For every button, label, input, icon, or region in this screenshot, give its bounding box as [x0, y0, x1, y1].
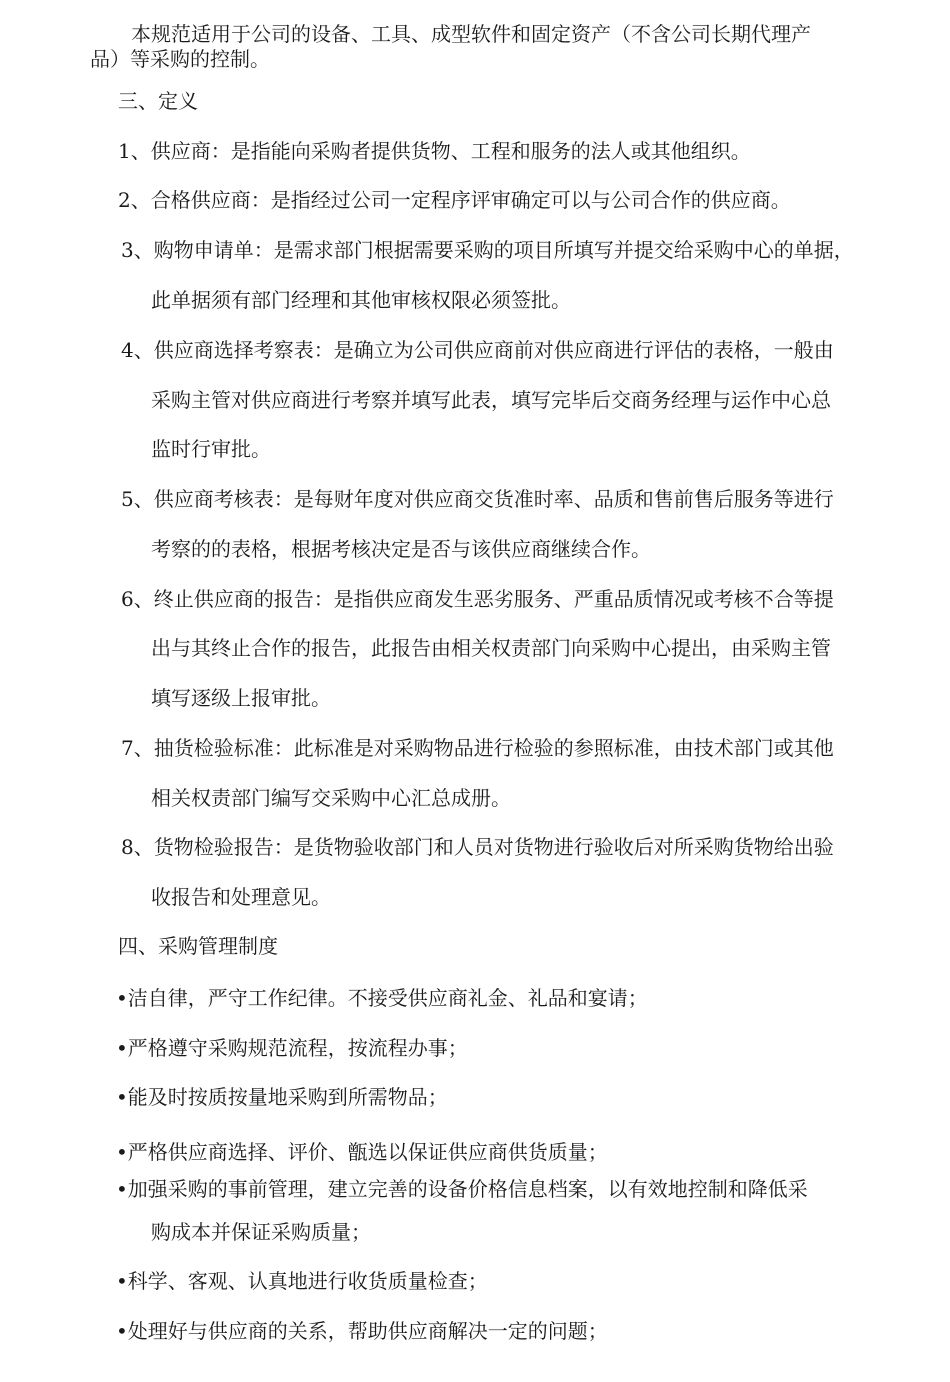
definition-5-line-2: 考察的的表格，根据考核决定是否与该供应商继续合作。 — [151, 537, 651, 561]
definition-5-line-1: 5、供应商考核表：是每财年度对供应商交货准时率、品质和售前售后服务等进行 — [121, 487, 834, 511]
scope-line-2: 品）等采购的控制。 — [90, 47, 270, 71]
section-3-heading: 三、定义 — [118, 89, 198, 113]
rule-bullet-4: •严格供应商选择、评价、甑选以保证供应商供货质量； — [116, 1140, 608, 1164]
rule-bullet-5-line-2: 购成本并保证采购质量； — [151, 1220, 371, 1244]
definition-6-line-1: 6、终止供应商的报告：是指供应商发生恶劣服务、严重品质情况或考核不合等提 — [121, 587, 834, 611]
definition-7-line-1: 7、抽货检验标准：此标准是对采购物品进行检验的参照标准，由技术部门或其他 — [121, 736, 834, 760]
rule-bullet-2: •严格遵守采购规范流程，按流程办事； — [116, 1036, 468, 1060]
definition-6-line-2: 出与其终止合作的报告，此报告由相关权责部门向采购中心提出，由采购主管 — [151, 636, 831, 660]
rule-bullet-3: •能及时按质按量地采购到所需物品； — [116, 1085, 448, 1109]
rule-bullet-7: •处理好与供应商的关系，帮助供应商解决一定的问题； — [116, 1319, 608, 1343]
definition-4-line-2: 采购主管对供应商进行考察并填写此表，填写完毕后交商务经理与运作中心总 — [151, 388, 831, 412]
definition-3-line-2: 此单据须有部门经理和其他审核权限必须签批。 — [151, 288, 571, 312]
definition-1-line-1: 1、供应商：是指能向采购者提供货物、工程和服务的法人或其他组织。 — [118, 139, 751, 163]
definition-7-line-2: 相关权责部门编写交采购中心汇总成册。 — [151, 786, 511, 810]
rule-bullet-5-line-1: •加强采购的事前管理，建立完善的设备价格信息档案，以有效地控制和降低采 — [116, 1177, 808, 1201]
definition-3-line-1: 3、购物申请单：是需求部门根据需要采购的项目所填写并提交给采购中心的单据， — [121, 238, 854, 262]
definition-4-line-3: 监时行审批。 — [151, 437, 271, 461]
definition-8-line-1: 8、货物检验报告：是货物验收部门和人员对货物进行验收后对所采购货物给出验 — [121, 835, 834, 859]
rule-bullet-6: •科学、客观、认真地进行收货质量检查； — [116, 1269, 488, 1293]
rule-bullet-1: •洁自律，严守工作纪律。不接受供应商礼金、礼品和宴请； — [116, 986, 648, 1010]
definition-6-line-3: 填写逐级上报审批。 — [151, 686, 331, 710]
scope-line-1: 本规范适用于公司的设备、工具、成型软件和固定资产（不含公司长期代理产 — [131, 22, 811, 46]
definition-4-line-1: 4、供应商选择考察表：是确立为公司供应商前对供应商进行评估的表格，一般由 — [121, 338, 834, 362]
section-4-heading: 四、采购管理制度 — [118, 934, 278, 958]
definition-8-line-2: 收报告和处理意见。 — [151, 885, 331, 909]
definition-2-line-1: 2、合格供应商：是指经过公司一定程序评审确定可以与公司合作的供应商。 — [118, 188, 791, 212]
